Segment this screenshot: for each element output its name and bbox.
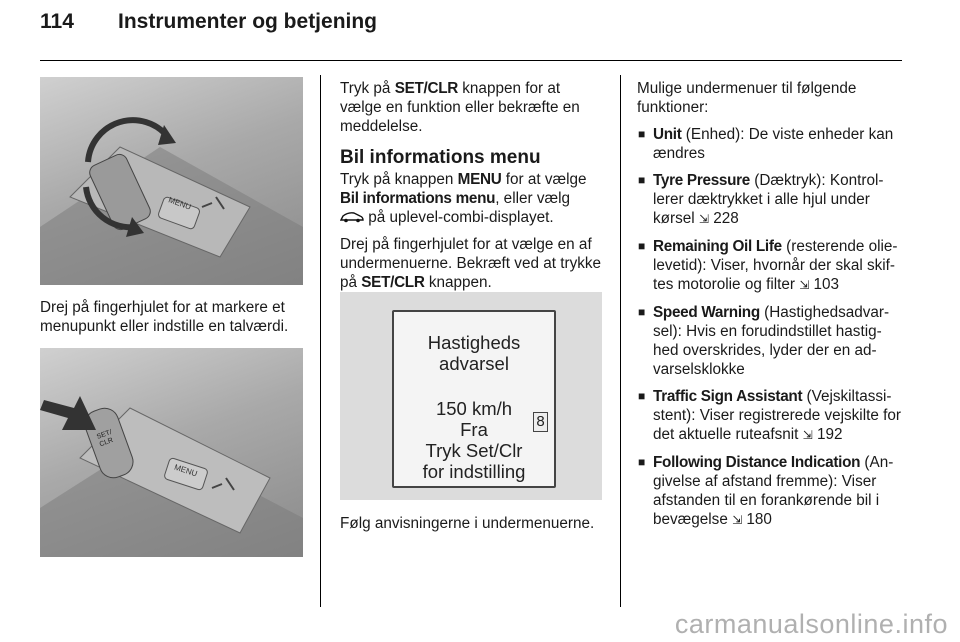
display-line: advarsel: [439, 353, 509, 374]
text: knappen for at vælge en funktion eller bekræfte en meddelelse.: [340, 80, 580, 135]
item-term: Following Distance Indication: [653, 454, 861, 471]
bil-informations-menu-term: Bil informations menu: [340, 190, 496, 207]
stalk-rotate-illustration: [40, 77, 303, 285]
column-divider-2: [620, 75, 621, 607]
list-item: [637, 303, 902, 379]
menu-button-label-2: MENU: [173, 462, 199, 479]
caption-left: Drej på fingerhjulet for at markere et menupunkt eller indstille en talværdi.: [40, 299, 289, 335]
speed-warning-display: [340, 292, 602, 500]
text: på uplevel-combi-displayet.: [364, 209, 554, 226]
item-text: (Vejskiltassi-stent): Viser registrerede vejskilte for det aktuelle ruteafsnit: [653, 388, 901, 443]
text: Tryk på knappen: [340, 171, 458, 188]
list-item: [637, 453, 902, 530]
submenu-intro: Mulige undermenuer til følgende funktioner:: [637, 80, 857, 116]
page-ref-icon: ⇲: [732, 513, 743, 527]
column-divider-1: [320, 75, 321, 607]
page-ref-icon: ⇲: [698, 212, 709, 226]
page-number: 114: [40, 10, 74, 33]
set-clr-term: SET/CLR: [394, 80, 459, 97]
list-item: [637, 387, 902, 445]
item-text: (resterende olie-levetid): Viser, hvornår der skal skif-tes motorolie og filter: [653, 238, 898, 293]
item-text: (Dæktryk): Kontrol-lerer dæktrykket i alle hjul under kørsel: [653, 172, 884, 227]
stalk-rotate-photo: [40, 77, 303, 285]
display-screen: [392, 310, 556, 488]
text: Tryk på: [340, 80, 395, 97]
list-item: [637, 237, 902, 295]
paragraph-set-clr: [340, 79, 605, 136]
menu-button-label-1: MENU: [167, 195, 193, 212]
header-rule: [40, 60, 902, 61]
car-icon: [340, 211, 364, 223]
page-ref-icon: ⇲: [799, 278, 810, 292]
text: for at vælge: [501, 171, 587, 188]
paragraph-submenus: [340, 235, 605, 292]
display-line: for indstilling: [422, 461, 526, 482]
item-term: Unit: [653, 126, 682, 143]
display-number-badge: 8: [533, 412, 548, 432]
right-column: [637, 79, 902, 538]
paragraph-follow: Følg anvisningerne i undermenuerne.: [340, 515, 595, 532]
watermark: carmanualsonline.info: [674, 609, 948, 639]
item-text: (Hastighedsadvar-sel): Hvis en forudindstillet hastig-hed overskrides, lyder der en ad-varselsklokke: [653, 304, 890, 378]
section-heading: Bil informations menu: [340, 147, 541, 168]
text: Drej på fingerhjulet for at vælge en af undermenuerne. Bekræft ved at trykke på: [340, 236, 602, 291]
paragraph-menu: [340, 170, 605, 227]
set-clr-button-label: SET/ CLR: [95, 428, 115, 449]
page-ref[interactable]: 192: [816, 426, 843, 443]
display-line: 150 km/h: [435, 398, 513, 419]
list-item: [637, 171, 902, 229]
item-term: Speed Warning: [653, 304, 760, 321]
page-title: Instrumenter og betjening: [118, 10, 378, 33]
item-term: Traffic Sign Assistant: [653, 388, 803, 405]
text: knappen.: [424, 274, 492, 291]
display-line: Fra: [460, 419, 488, 440]
stalk-press-photo: [40, 348, 303, 557]
submenu-list: [637, 125, 902, 530]
middle-column: [340, 79, 605, 300]
list-item: [637, 125, 902, 163]
page-ref-icon: ⇲: [802, 428, 813, 442]
page-ref[interactable]: 103: [813, 276, 840, 293]
display-line: Hastigheds: [427, 332, 521, 353]
set-clr-term: SET/CLR: [361, 274, 425, 291]
page-ref[interactable]: 180: [746, 511, 772, 528]
item-term: Tyre Pressure: [653, 172, 751, 189]
menu-term: MENU: [457, 171, 502, 188]
display-values: [394, 398, 554, 482]
item-text: (Enhed): De viste enheder kan ændres: [653, 126, 894, 162]
item-term: Remaining Oil Life: [653, 238, 782, 255]
stalk-press-illustration: [40, 348, 303, 557]
display-line: Tryk Set/Clr: [425, 440, 523, 461]
item-text: (An-givelse af afstand fremme): Viser afstanden til en forankørende bil i bevægelse: [653, 454, 894, 528]
page-ref[interactable]: 228: [713, 210, 739, 227]
display-title: [394, 332, 554, 374]
text: , eller vælg: [495, 190, 570, 207]
